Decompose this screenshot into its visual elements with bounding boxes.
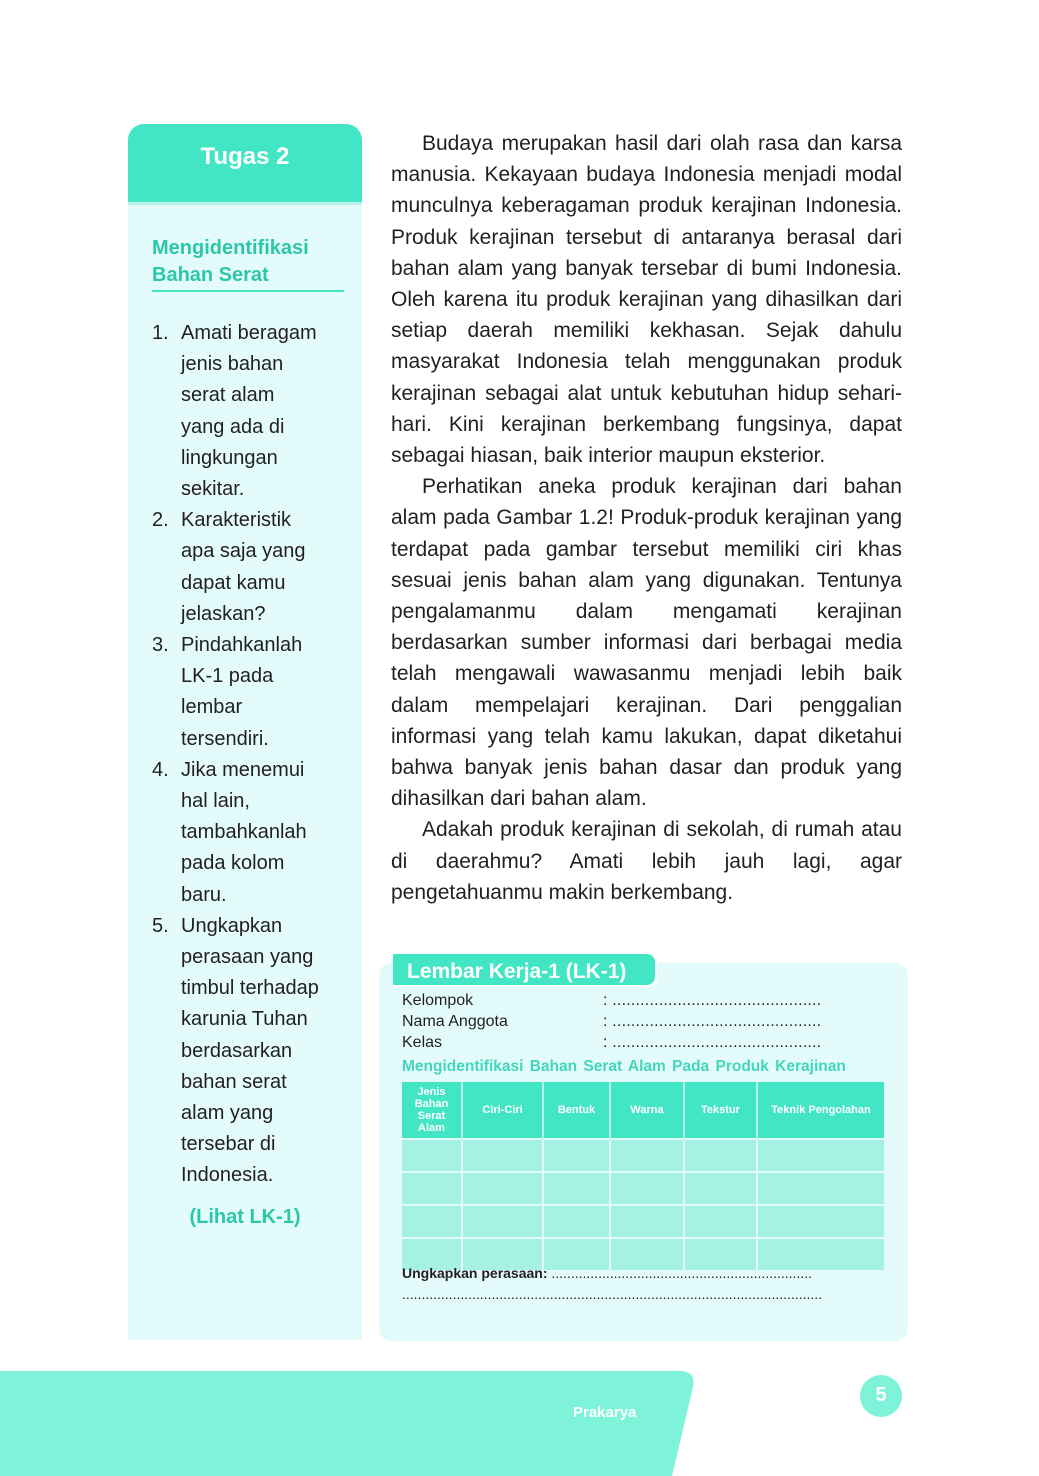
field-label: Kelompok [402,992,474,1009]
table-cell[interactable] [543,1205,610,1238]
task-item-line: alam yang [181,1102,274,1125]
task-item-line: pada kolom [181,852,285,875]
col-teknik-pengolahan: Teknik Pengolahan [757,1082,884,1139]
task-item-line: lingkungan [181,446,278,469]
task-item-line: Indonesia. [181,1164,274,1187]
field-value[interactable]: : ............................................. [603,1013,822,1030]
task-item-line: tersebar di [181,1133,276,1156]
task-item [152,911,352,1192]
table-row [402,1139,884,1172]
task-item-number: 1. [152,322,169,344]
table-body [402,1139,884,1270]
task-item-line: perasaan yang [181,946,314,969]
task-item-line: lembar [181,696,243,719]
col-jenis-bahan: Jenis Bahan Serat Alam [402,1082,462,1139]
table-cell[interactable] [757,1172,884,1205]
task-item-line: dapat kamu [181,571,286,594]
task-item-line: Jika menemui [181,758,305,781]
table-cell[interactable] [684,1172,757,1205]
worksheet-panel [379,960,908,1341]
worksheet-subtitle: Mengidentifikasi Bahan Serat Alam Pada Produk Kerajinan [402,1058,846,1075]
worksheet-table [402,1082,884,1270]
table-cell[interactable] [610,1172,684,1205]
table-cell[interactable] [402,1172,462,1205]
table-row [402,1205,884,1238]
task-title: Tugas 2 [128,124,362,205]
task-item-line: yang ada di [181,415,285,438]
task-item [152,630,352,755]
col-bentuk: Bentuk [543,1082,610,1139]
worksheet-title: Lembar Kerja-1 (LK-1) [393,952,657,987]
task-item-number: 2. [152,509,169,532]
task-item-line: hal lain, [181,790,250,813]
task-subtitle: Mengidentifikasi Bahan Serat [152,235,344,292]
table-cell[interactable] [757,1205,884,1238]
feeling-line-2[interactable]: ............................................................................................................ [402,1286,823,1302]
task-item-line: sekitar. [181,478,245,501]
task-item-line: bahan serat [181,1070,287,1093]
task-item-number: 3. [152,634,169,657]
table-cell[interactable] [684,1205,757,1238]
paragraph-3: Adakah produk kerajinan di sekolah, di rumah atau di daerahmu? Amati lebih jauh lagi, agar pengetahuanmu makin berkembang. [391,818,902,904]
table-cell[interactable] [543,1172,610,1205]
field-value[interactable]: : ............................................. [603,992,822,1009]
task-item [152,318,352,505]
task-item-line: apa saja yang [181,540,306,563]
table-cell[interactable] [402,1205,462,1238]
table-cell[interactable] [610,1205,684,1238]
main-text [391,128,902,908]
task-item-line: Pindahkanlah [181,634,303,657]
task-item-line: berdasarkan [181,1039,293,1062]
table-cell[interactable] [462,1172,543,1205]
task-item [152,505,352,630]
field-label: Nama Anggota [402,1013,508,1030]
table-cell[interactable] [462,1139,543,1172]
table-cell[interactable] [462,1205,543,1238]
table-header-row [402,1082,884,1139]
task-item-line: jenis bahan [181,353,284,376]
task-item-line: Amati beragam [181,322,317,344]
paragraph-1: Budaya merupakan hasil dari olah rasa dan karsa manusia. Kekayaan budaya Indonesia menjadi modal munculnya keberagaman produk kerajinan Indonesia. Produk kerajinan tersebut di antaranya berasal dari bahan alam yang banyak tersebar di bumi Indonesia. Oleh karena itu produk kerajinan yang dihasilkan dari setiap daerah memiliki kekhasan. Sejak dahulu masyarakat Indonesia telah menggunakan produk kerajinan sebagai alat untuk kebutuhan hidup sehari-hari. Kini kerajinan berkembang fungsinya, dapat sebagai hiasan, baik interior maupun eksterior. [391,132,902,468]
table-cell[interactable] [684,1139,757,1172]
feeling-label: Ungkapkan perasaan: [402,1265,548,1281]
paragraph-2: Perhatikan aneka produk kerajinan dari bahan alam pada Gambar 1.2! Produk-produk kerajinan yang terdapat pada gambar tersebut memiliki ciri khas sesuai jenis bahan alam yang digunakan. Tentunya pengalamanmu dalam mengamati kerajinan berdasarkan sumber informasi dari berbagai media telah mengawali wawasanmu menjadi lebih baik dalam mempelajari kerajinan. Dari penggalian informasi yang telah kamu lakukan, dapat diketahui bahwa banyak jenis bahan dasar dan produk yang dihasilkan dari bahan alam. [391,475,902,811]
col-ciri-ciri: Ciri-Ciri [462,1082,543,1139]
task-item-line: karunia Tuhan [181,1008,308,1031]
task-sidebar [128,124,362,1340]
task-item-line: baru. [181,883,227,906]
table-cell[interactable] [610,1139,684,1172]
task-item-line: Ungkapkan [181,914,283,937]
col-tekstur: Tekstur [684,1082,757,1139]
table-cell[interactable] [402,1139,462,1172]
field-label: Kelas [402,1034,443,1051]
table-cell[interactable] [757,1139,884,1172]
task-list [128,318,362,1192]
page-number: 5 [860,1375,902,1417]
task-item-line: jelaskan? [181,602,266,625]
task-item-line: tersendiri. [181,727,269,750]
task-item [152,755,352,911]
see-lk1-link[interactable]: (Lihat LK-1) [189,1205,301,1228]
feeling-line[interactable] [402,1263,884,1284]
task-item-line: Karakteristik [181,509,292,532]
table-row [402,1172,884,1205]
task-item-number: 5. [152,914,169,937]
field-value[interactable]: : ............................................. [603,1034,822,1051]
task-item-line: LK-1 pada [181,665,274,688]
feeling-dots: ................................................................... [547,1265,812,1281]
task-item-number: 4. [152,758,169,781]
footer-book-title: Prakarya [573,1404,637,1421]
feeling-section [402,1263,884,1305]
table-cell[interactable] [543,1139,610,1172]
task-item-line: timbul terhadap [181,977,319,1000]
task-item-line: tambahkanlah [181,821,307,844]
task-item-line: serat alam [181,384,275,407]
col-warna: Warna [610,1082,684,1139]
